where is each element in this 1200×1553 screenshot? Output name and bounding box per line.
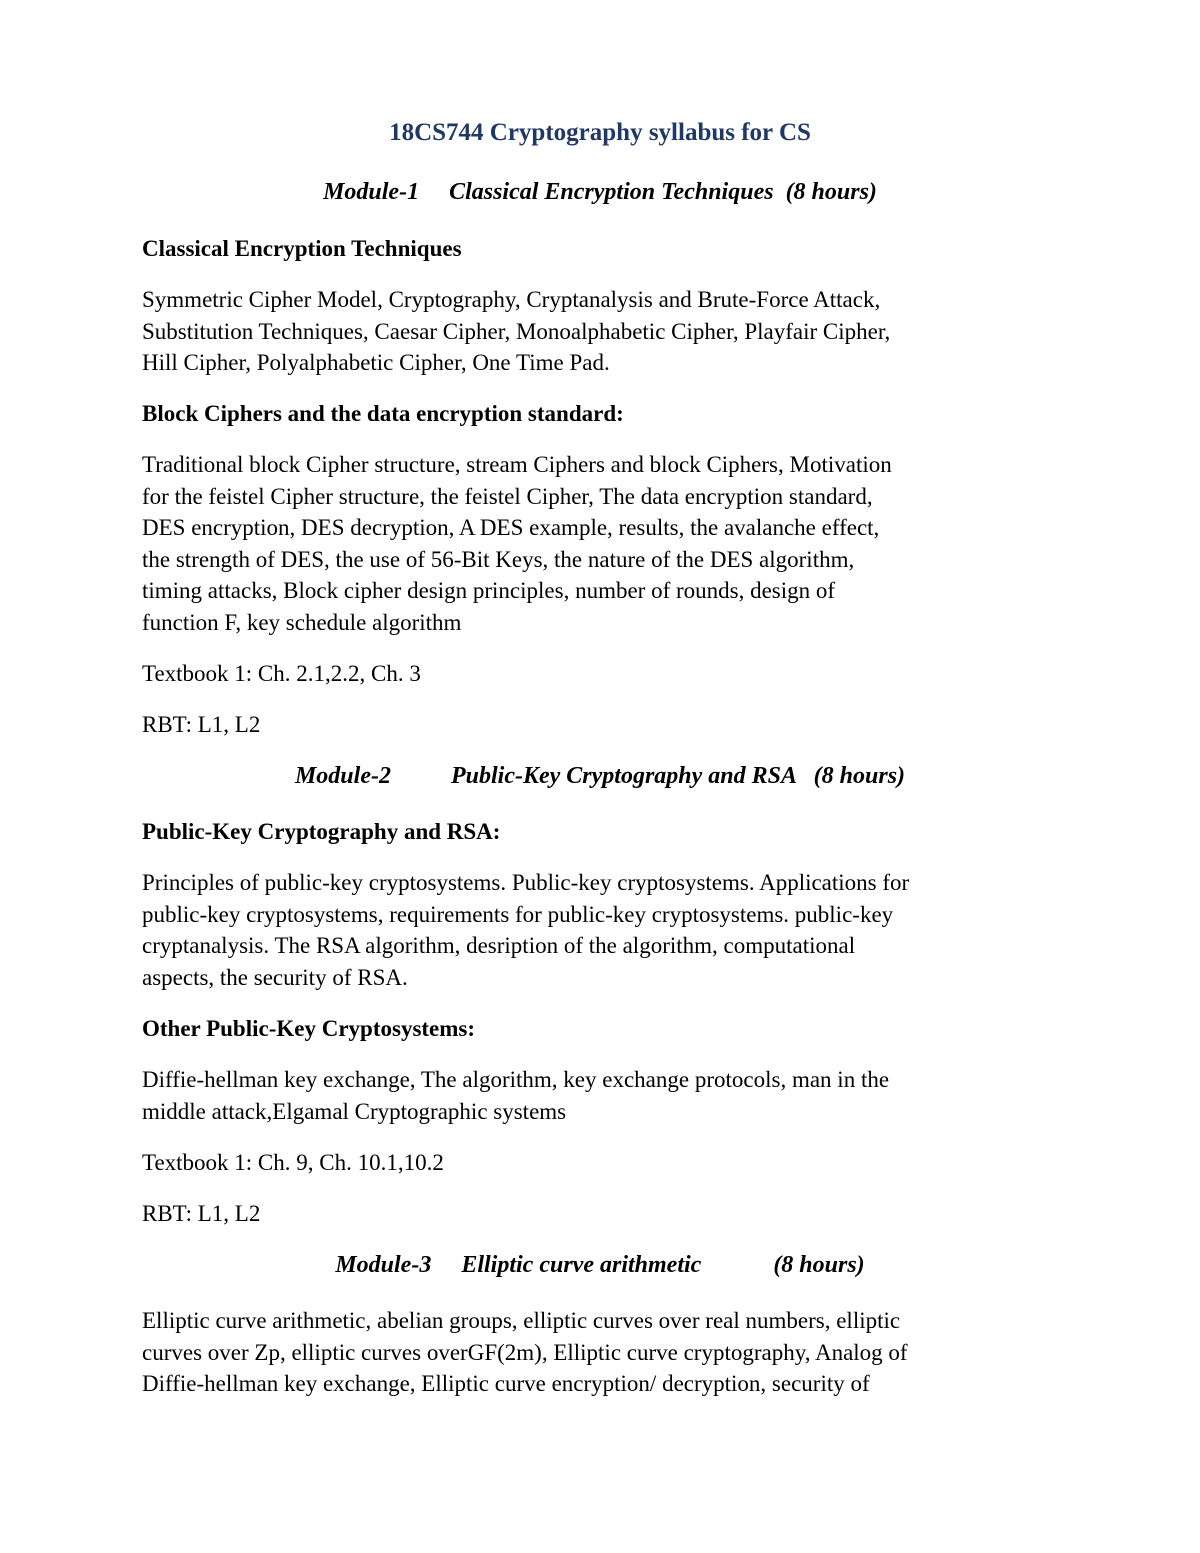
text-line: Symmetric Cipher Model, Cryptography, Cryptanalysis and Brute-Force Attack, bbox=[142, 287, 881, 312]
text-line: Principles of public-key cryptosystems. Public-key cryptosystems. Applications for bbox=[142, 870, 910, 895]
module-2-textbook: Textbook 1: Ch. 9, Ch. 10.1,10.2 bbox=[142, 1150, 444, 1175]
module-1-name: Classical Encryption Techniques bbox=[449, 179, 774, 205]
module-1-heading bbox=[0, 176, 1200, 208]
text-line: timing attacks, Block cipher design principles, number of rounds, design of bbox=[142, 578, 836, 603]
section-body-block-ciphers bbox=[142, 449, 1072, 638]
module-3-hours: (8 hours) bbox=[773, 1252, 865, 1278]
section-heading-other-public-key: Other Public-Key Cryptosystems: bbox=[142, 1016, 476, 1041]
module-2-rbt: RBT: L1, L2 bbox=[142, 1201, 261, 1226]
module-2-heading bbox=[0, 760, 1200, 792]
module-3-heading bbox=[0, 1249, 1200, 1281]
text-line: cryptanalysis. The RSA algorithm, desription of the algorithm, computational bbox=[142, 933, 856, 958]
module-3-name: Elliptic curve arithmetic bbox=[461, 1252, 702, 1278]
text-line: Substitution Techniques, Caesar Cipher, Monoalphabetic Cipher, Playfair Cipher, bbox=[142, 318, 891, 344]
text-line: Diffie-hellman key exchange, Elliptic curve encryption/ decryption, security of bbox=[142, 1371, 870, 1396]
section-body-public-key bbox=[142, 867, 1072, 993]
module-3-label: Module-3 bbox=[335, 1252, 432, 1278]
document-title: 18CS744 Cryptography syllabus for CS bbox=[389, 119, 811, 146]
module-1-textbook: Textbook 1: Ch. 2.1,2.2, Ch. 3 bbox=[142, 661, 421, 686]
text-line: Traditional block Cipher structure, stream Ciphers and block Ciphers, Motivation bbox=[142, 452, 892, 477]
text-line: Hill Cipher, Polyalphabetic Cipher, One Time Pad. bbox=[142, 350, 610, 375]
module-1-label: Module-1 bbox=[323, 179, 420, 205]
text-line: middle attack,Elgamal Cryptographic systems bbox=[142, 1098, 567, 1124]
text-line: function F, key schedule algorithm bbox=[142, 609, 462, 635]
module-2-name: Public-Key Cryptography and RSA bbox=[450, 763, 796, 789]
text-line: for the feistel Cipher structure, the feistel Cipher, The data encryption standard, bbox=[142, 483, 873, 509]
text-line: public-key cryptosystems, requirements for public-key cryptosystems. public-key bbox=[142, 901, 894, 927]
section-body-other-public-key bbox=[142, 1064, 1072, 1127]
section-heading-classical: Classical Encryption Techniques bbox=[142, 236, 462, 261]
text-line: aspects, the security of RSA. bbox=[142, 964, 408, 990]
section-heading-public-key: Public-Key Cryptography and RSA: bbox=[142, 819, 501, 844]
text-line: curves over Zp, elliptic curves overGF(2m), Elliptic curve cryptography, Analog of bbox=[142, 1339, 908, 1365]
module-1-rbt: RBT: L1, L2 bbox=[142, 712, 261, 737]
text-line: DES encryption, DES decryption, A DES example, results, the avalanche effect, bbox=[142, 515, 880, 540]
text-line: Diffie-hellman key exchange, The algorithm, key exchange protocols, man in the bbox=[142, 1067, 890, 1092]
module-2-label: Module-2 bbox=[294, 763, 391, 789]
module-1-hours: (8 hours) bbox=[785, 179, 877, 205]
text-line: Elliptic curve arithmetic, abelian groups, elliptic curves over real numbers, elliptic bbox=[142, 1308, 901, 1333]
text-line: the strength of DES, the use of 56-Bit Keys, the nature of the DES algorithm, bbox=[142, 546, 855, 572]
section-body-elliptic bbox=[142, 1305, 1072, 1400]
section-heading-block-ciphers: Block Ciphers and the data encryption standard: bbox=[142, 401, 624, 426]
module-2-hours: (8 hours) bbox=[813, 763, 906, 789]
section-body-classical bbox=[142, 284, 1072, 379]
